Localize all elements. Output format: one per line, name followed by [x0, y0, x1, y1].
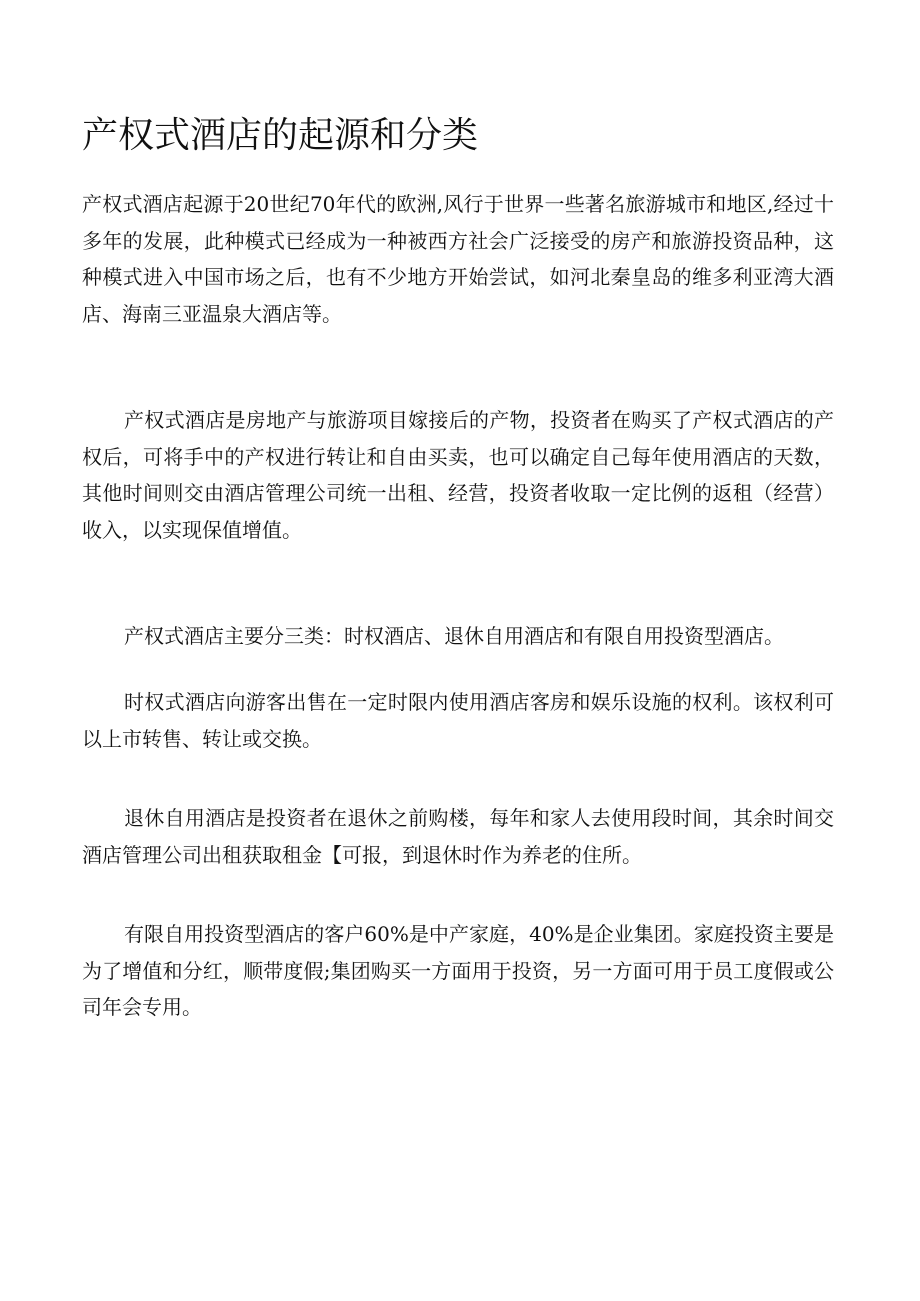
paragraph-definition: 产权式酒店是房地产与旅游项目嫁接后的产物，投资者在购买了产权式酒店的产权后，可将手中的产权进行转让和自由买卖，也可以确定自己每年使用酒店的天数，其他时间则交由酒店管理公司统一出租、经营，投资者收取一定比例的返租（经营）收入，以实现保值增值。: [82, 408, 834, 542]
paragraph-categories: 产权式酒店主要分三类：时权酒店、退休自用酒店和有限自用投资型酒店。: [124, 624, 784, 648]
paragraph-timeshare: 时权式酒店向游客出售在一定时限内使用酒店客房和娱乐设施的权利。该权利可以上市转售、转让或交换。: [82, 690, 834, 751]
paragraph-retirement: 退休自用酒店是投资者在退休之前购楼，每年和家人去使用段时间，其余时间交酒店管理公司出租获取租金【可报，到退休时作为养老的住所。: [82, 806, 834, 867]
document-title: 产权式酒店的起源和分类: [82, 115, 479, 156]
paragraph-investment: 有限自用投资型酒店的客户60%是中产家庭，40%是企业集团。家庭投资主要是为了增值和分红，顺带度假;集团购买一方面用于投资，另一方面可用于员工度假或公司年会专用。: [82, 922, 834, 1019]
paragraph-origin: 产权式酒店起源于20世纪70年代的欧洲,风行于世界一些著名旅游城市和地区,经过十多年的发展，此种模式已经成为一种被西方社会广泛接受的房产和旅游投资品种，这种模式进入中国市场之后，也有不少地方开始尝试，如河北秦皇岛的维多利亚湾大酒店、海南三亚温泉大酒店等。: [82, 192, 834, 326]
